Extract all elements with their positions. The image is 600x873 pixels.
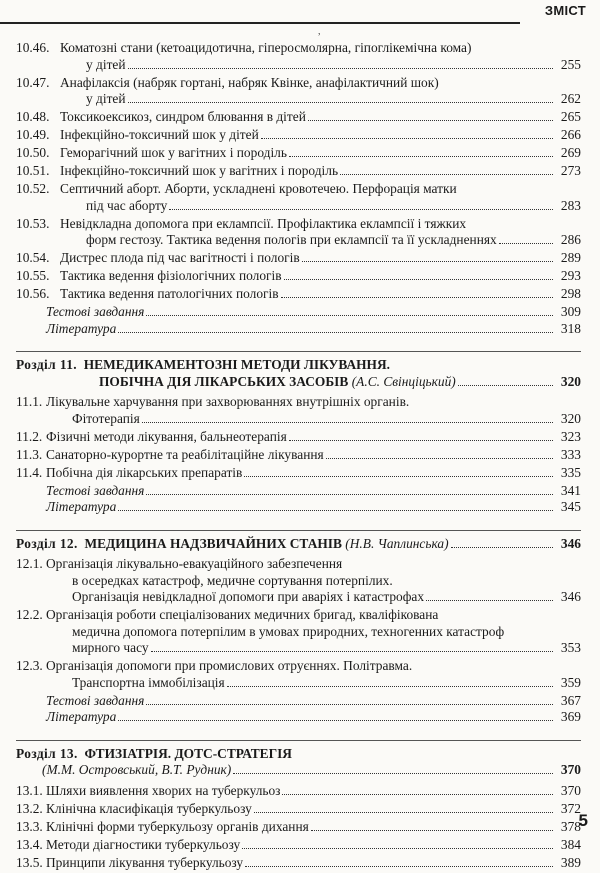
- entry-body: [46, 801, 581, 818]
- toc-extra-entry[interactable]: [16, 499, 581, 516]
- page-ref: 255: [560, 56, 581, 72]
- toc-entry[interactable]: [16, 465, 581, 482]
- entry-leader-row: [46, 640, 581, 657]
- dot-leader: [146, 704, 553, 705]
- dot-leader: [128, 68, 553, 69]
- entry-leader-row: [60, 127, 581, 144]
- page-ref: 262: [560, 91, 581, 106]
- page-ref: 384: [560, 836, 581, 852]
- page-ref: 345: [560, 499, 581, 514]
- entry-title-line: Геморагічний шок у вагітних і породіль: [60, 145, 287, 160]
- extra-leader-row: [16, 321, 581, 338]
- toc-extra-entry[interactable]: [16, 304, 581, 321]
- extra-title: Тестові завдання: [46, 692, 145, 708]
- entry-number: 10.51.: [16, 163, 50, 178]
- toc-entry[interactable]: [16, 855, 581, 872]
- extra-title: Література: [46, 320, 117, 336]
- entry-number: 10.53.: [16, 215, 50, 231]
- entry-title-line: Принципи лікування туберкульозу: [46, 854, 244, 870]
- section-heading[interactable]: [16, 530, 581, 553]
- toc-extra-entry[interactable]: [16, 483, 581, 500]
- page-ref: 320: [560, 410, 581, 426]
- page-ref: 346: [560, 535, 581, 551]
- entry-number: 12.2.: [16, 607, 43, 622]
- page-ref: 309: [560, 304, 581, 319]
- entry-title-line: Шляхи виявлення хворих на туберкульоз: [46, 782, 281, 798]
- section-heading[interactable]: [16, 351, 581, 390]
- entry-number: 10.47.: [16, 74, 50, 90]
- entry-number: 10.50.: [16, 145, 50, 160]
- page-ref: 273: [560, 163, 581, 178]
- dot-leader: [326, 458, 553, 459]
- entry-body: [60, 40, 581, 73]
- extra-leader-row: [16, 499, 581, 516]
- entry-number: 10.48.: [16, 109, 50, 124]
- dot-leader: [118, 720, 553, 721]
- entry-body: [46, 429, 581, 446]
- entry-leader-row: [46, 837, 581, 854]
- page-ref: 265: [560, 109, 581, 124]
- entry-body: [60, 286, 581, 303]
- entry-body: [60, 75, 581, 108]
- entry-leader-row: [46, 783, 581, 800]
- entry-leader-row: [60, 57, 581, 74]
- page-ref: 318: [560, 320, 581, 336]
- dot-leader: [244, 476, 553, 477]
- entry-number: 13.3.: [16, 818, 43, 834]
- page-ref: 359: [560, 674, 581, 690]
- page-ref: 378: [560, 818, 581, 834]
- entry-title-line: Анафілаксія (набряк гортані, набряк Квінке, анафілактичний шок): [60, 74, 439, 90]
- entry-body: [60, 216, 581, 249]
- toc-entry[interactable]: [16, 127, 581, 144]
- page-ref: 333: [560, 446, 581, 462]
- toc-entry[interactable]: [16, 40, 581, 73]
- entry-number: 10.49.: [16, 127, 50, 142]
- entry-body: [46, 837, 581, 854]
- page-ref: 367: [560, 692, 581, 708]
- entry-title-line: Тактика ведення фізіологічних пологів: [60, 268, 282, 283]
- entry-leader-row: [46, 855, 581, 872]
- section-title-line: [16, 746, 581, 763]
- header-mark: ,: [318, 26, 321, 37]
- entry-body: [46, 465, 581, 482]
- entry-title-line: Організація роботи спеціалізованих медичних бригад, кваліфікована: [46, 607, 439, 622]
- page-ref: 370: [560, 782, 581, 798]
- entry-title-line: Організація допомоги при промислових отруєннях. Політравма.: [46, 658, 413, 673]
- dot-leader: [281, 297, 553, 298]
- dot-leader: [227, 686, 553, 687]
- dot-leader: [254, 812, 553, 813]
- entry-leader-row: [46, 447, 581, 464]
- section-author: (М.М. Островський, В.Т. Рудник): [42, 762, 232, 777]
- section-title-line: [16, 374, 581, 391]
- extra-leader-row: [16, 709, 581, 726]
- extra-title: Література: [46, 499, 117, 514]
- toc-entry[interactable]: [16, 250, 581, 267]
- toc-entry[interactable]: [16, 216, 581, 249]
- dot-leader: [426, 600, 553, 601]
- entry-leader-row: [60, 232, 581, 249]
- entry-leader-row: [46, 411, 581, 428]
- page-ref: 283: [560, 197, 581, 213]
- dot-leader: [302, 261, 553, 262]
- page-ref: 266: [560, 127, 581, 142]
- entry-leader-row: [60, 109, 581, 126]
- toc-entry[interactable]: [16, 447, 581, 464]
- entry-number: 13.1.: [16, 782, 43, 798]
- extra-leader-row: [16, 304, 581, 321]
- dot-leader: [142, 422, 553, 423]
- dot-leader: [311, 830, 553, 831]
- toc-entry[interactable]: [16, 607, 581, 657]
- dot-leader: [146, 315, 553, 316]
- entry-number: 10.46.: [16, 40, 50, 55]
- section-title-line: [16, 536, 581, 553]
- entry-leader-row: [60, 163, 581, 180]
- entry-leader-row: [46, 465, 581, 482]
- extra-leader-row: [16, 483, 581, 500]
- dot-leader: [340, 174, 553, 175]
- dot-leader: [233, 773, 553, 774]
- section-title-line: [16, 762, 581, 779]
- dot-leader: [499, 243, 553, 244]
- page-number: 5: [578, 811, 588, 830]
- entry-title-line: Побічна дія лікарських препаратів: [46, 464, 243, 480]
- entry-number: 13.5.: [16, 854, 43, 870]
- entry-title-line: Токсикоексикоз, синдром блювання в дітей: [60, 109, 306, 124]
- toc-entry[interactable]: [16, 145, 581, 162]
- entry-leader-row: [46, 675, 581, 692]
- extra-title: Література: [46, 709, 117, 724]
- section-title: НЕМЕДИКАМЕНТОЗНІ МЕТОДИ ЛІКУВАННЯ.: [83, 357, 390, 372]
- page-ref: 323: [560, 428, 581, 444]
- entry-title-line: Невідкладна допомога при еклампсії. Профілактика еклампсії і тяжких: [60, 215, 467, 231]
- dot-leader: [169, 209, 553, 210]
- page-ref: 353: [560, 640, 581, 655]
- entry-number: 11.3.: [16, 446, 43, 462]
- entry-body: [46, 394, 581, 427]
- entry-title-line: Клінічні форми туберкульозу органів дихання: [46, 818, 309, 834]
- entry-leader-row: [60, 268, 581, 285]
- section-title-line: [16, 357, 581, 374]
- entry-number: 10.52.: [16, 181, 50, 196]
- page-ref: 320: [560, 373, 581, 389]
- section-entries: [0, 556, 600, 691]
- section-label: Розділ 11.: [16, 357, 78, 372]
- entry-number: 11.4.: [16, 464, 43, 480]
- dot-leader: [282, 794, 553, 795]
- page-ref: 346: [560, 589, 581, 604]
- page-ref: 369: [560, 709, 581, 724]
- toc-entry[interactable]: [16, 163, 581, 180]
- running-header: [0, 0, 600, 24]
- toc-entry[interactable]: [16, 109, 581, 126]
- entry-body: [60, 250, 581, 267]
- header-rule: [0, 22, 520, 24]
- entry-title-line: Організація лікувально-евакуаційного забезпечення: [46, 556, 343, 571]
- entry-number: 13.4.: [16, 836, 43, 852]
- entry-body: [60, 181, 581, 214]
- page-ref: 298: [560, 286, 581, 301]
- entry-body: [60, 268, 581, 285]
- entry-number: 13.2.: [16, 800, 43, 816]
- entry-body: [46, 447, 581, 464]
- entry-number: 12.1.: [16, 556, 43, 571]
- dot-leader: [151, 651, 553, 652]
- dot-leader: [245, 866, 553, 867]
- entry-title-line: під час аборту: [86, 197, 168, 213]
- toc-entry[interactable]: [16, 556, 581, 606]
- section-label: Розділ 13.: [16, 745, 78, 761]
- entry-body: [46, 819, 581, 836]
- entry-body: [60, 163, 581, 180]
- extra-title: Тестові завдання: [46, 304, 145, 319]
- entry-leader-row: [60, 145, 581, 162]
- entry-title-line: Фітотерапія: [72, 410, 140, 426]
- page-ref: 370: [560, 762, 581, 777]
- toc-entry[interactable]: [16, 394, 581, 427]
- entry-leader-row: [60, 286, 581, 303]
- section-entries: [0, 394, 600, 481]
- entry-leader-row: [46, 819, 581, 836]
- entry-leader-row: [46, 801, 581, 818]
- entry-title-line: у дітей: [86, 91, 126, 106]
- entry-title-line: в осередках катастроф, медичне сортування потерпілих.: [72, 572, 393, 588]
- page-ref: 335: [560, 464, 581, 480]
- toc-entry[interactable]: [16, 837, 581, 854]
- dot-leader: [451, 547, 553, 548]
- dot-leader: [261, 138, 553, 139]
- section-heading[interactable]: [16, 740, 581, 779]
- entry-title-line: Коматозні стани (кетоацидотична, гіперосмолярна, гіпоглікемічна кома): [60, 40, 472, 55]
- header-title: ЗМІСТ: [544, 3, 586, 18]
- entry-title-line: Інфекційно-токсичний шок у дітей: [60, 127, 259, 142]
- entry-leader-row: [46, 429, 581, 446]
- entry-title-line: Фізичні методи лікування, бальнеотерапія: [46, 428, 287, 444]
- toc-entry[interactable]: [16, 268, 581, 285]
- entry-number: 12.3.: [16, 658, 43, 673]
- entry-number: 11.1.: [16, 394, 43, 409]
- entry-title-line: Санаторно-курортне та реабілітаційне лікування: [46, 446, 324, 462]
- entry-title-line: медична допомога потерпілим в умовах природних, техногенних катастроф: [72, 623, 505, 639]
- entry-number: 10.56.: [16, 286, 50, 301]
- page-ref: 293: [560, 268, 581, 283]
- toc-extra-entry[interactable]: [16, 709, 581, 726]
- dot-leader: [118, 510, 553, 511]
- entry-body: [60, 109, 581, 126]
- toc-extra-entry[interactable]: [16, 693, 581, 710]
- section-title: ФТИЗІАТРІЯ. ДОТС-СТРАТЕГІЯ: [84, 745, 292, 761]
- page-ref: 372: [560, 800, 581, 816]
- section-label: Розділ 12.: [16, 535, 78, 551]
- toc-entry[interactable]: [16, 819, 581, 836]
- section-entries: [0, 783, 600, 872]
- entry-title-line: Методи діагностики туберкульозу: [46, 836, 241, 852]
- entry-body: [46, 556, 581, 606]
- toc-entry[interactable]: [16, 801, 581, 818]
- entry-title-line: Клінічна класифікація туберкульозу: [46, 800, 252, 816]
- section-title: МЕДИЦИНА НАДЗВИЧАЙНИХ СТАНІВ: [84, 535, 342, 551]
- section-author: (Н.В. Чаплинська): [345, 535, 449, 551]
- entry-number: 10.55.: [16, 268, 50, 283]
- toc-entry[interactable]: [16, 75, 581, 108]
- entry-body: [46, 658, 581, 691]
- extra-title: Тестові завдання: [46, 482, 145, 498]
- entry-title-line: форм гестозу. Тактика ведення пологів при еклампсії та її ускладненнях: [86, 232, 497, 247]
- entry-leader-row: [46, 589, 581, 606]
- entry-leader-row: [60, 91, 581, 108]
- entry-title-line: у дітей: [86, 56, 126, 72]
- entry-body: [46, 855, 581, 872]
- entry-title-line: Лікувальне харчування при захворюваннях внутрішніх органів.: [46, 394, 410, 409]
- toc-entry[interactable]: [16, 658, 581, 691]
- entry-leader-row: [60, 198, 581, 215]
- entry-title-line: Організація невідкладної допомоги при аваріях і катастрофах: [72, 589, 425, 604]
- page-ref: 389: [560, 854, 581, 870]
- entry-body: [60, 127, 581, 144]
- entry-body: [46, 607, 581, 657]
- entry-title-line: Інфекційно-токсичний шок у вагітних і породіль: [60, 163, 339, 178]
- dot-leader: [242, 848, 553, 849]
- entry-body: [46, 783, 581, 800]
- entry-title-line: Транспортна іммобілізація: [72, 674, 225, 690]
- page-ref: 286: [560, 232, 581, 247]
- dot-leader: [289, 440, 553, 441]
- dot-leader: [146, 494, 553, 495]
- entry-number: 10.54.: [16, 250, 50, 265]
- page-ref: 269: [560, 145, 581, 160]
- entry-body: [60, 145, 581, 162]
- extra-leader-row: [16, 693, 581, 710]
- table-of-contents: [0, 40, 600, 873]
- dot-leader: [458, 385, 553, 386]
- dot-leader: [308, 120, 553, 121]
- toc-entry[interactable]: [16, 181, 581, 214]
- section-author: (А.С. Свінціцький): [351, 373, 456, 389]
- toc-extra-entry[interactable]: [16, 321, 581, 338]
- page-ref: 289: [560, 250, 581, 265]
- entry-title-line: Тактика ведення патологічних пологів: [60, 286, 279, 301]
- dot-leader: [284, 279, 553, 280]
- entry-title-line: мирного часу: [72, 640, 149, 655]
- entry-title-line: Дистрес плода під час вагітності і пологів: [60, 250, 300, 265]
- toc-entry[interactable]: [16, 783, 581, 800]
- entry-title-line: Септичний аборт. Аборти, ускладнені кровотечею. Перфорація матки: [60, 181, 457, 196]
- entry-leader-row: [60, 250, 581, 267]
- page-ref: 341: [560, 482, 581, 498]
- section-title: ПОБІЧНА ДІЯ ЛІКАРСЬКИХ ЗАСОБІВ: [99, 373, 349, 389]
- dot-leader: [289, 156, 553, 157]
- dot-leader: [128, 102, 553, 103]
- dot-leader: [118, 332, 553, 333]
- toc-entry[interactable]: [16, 429, 581, 446]
- entry-number: 11.2.: [16, 428, 43, 444]
- toc-entry[interactable]: [16, 286, 581, 303]
